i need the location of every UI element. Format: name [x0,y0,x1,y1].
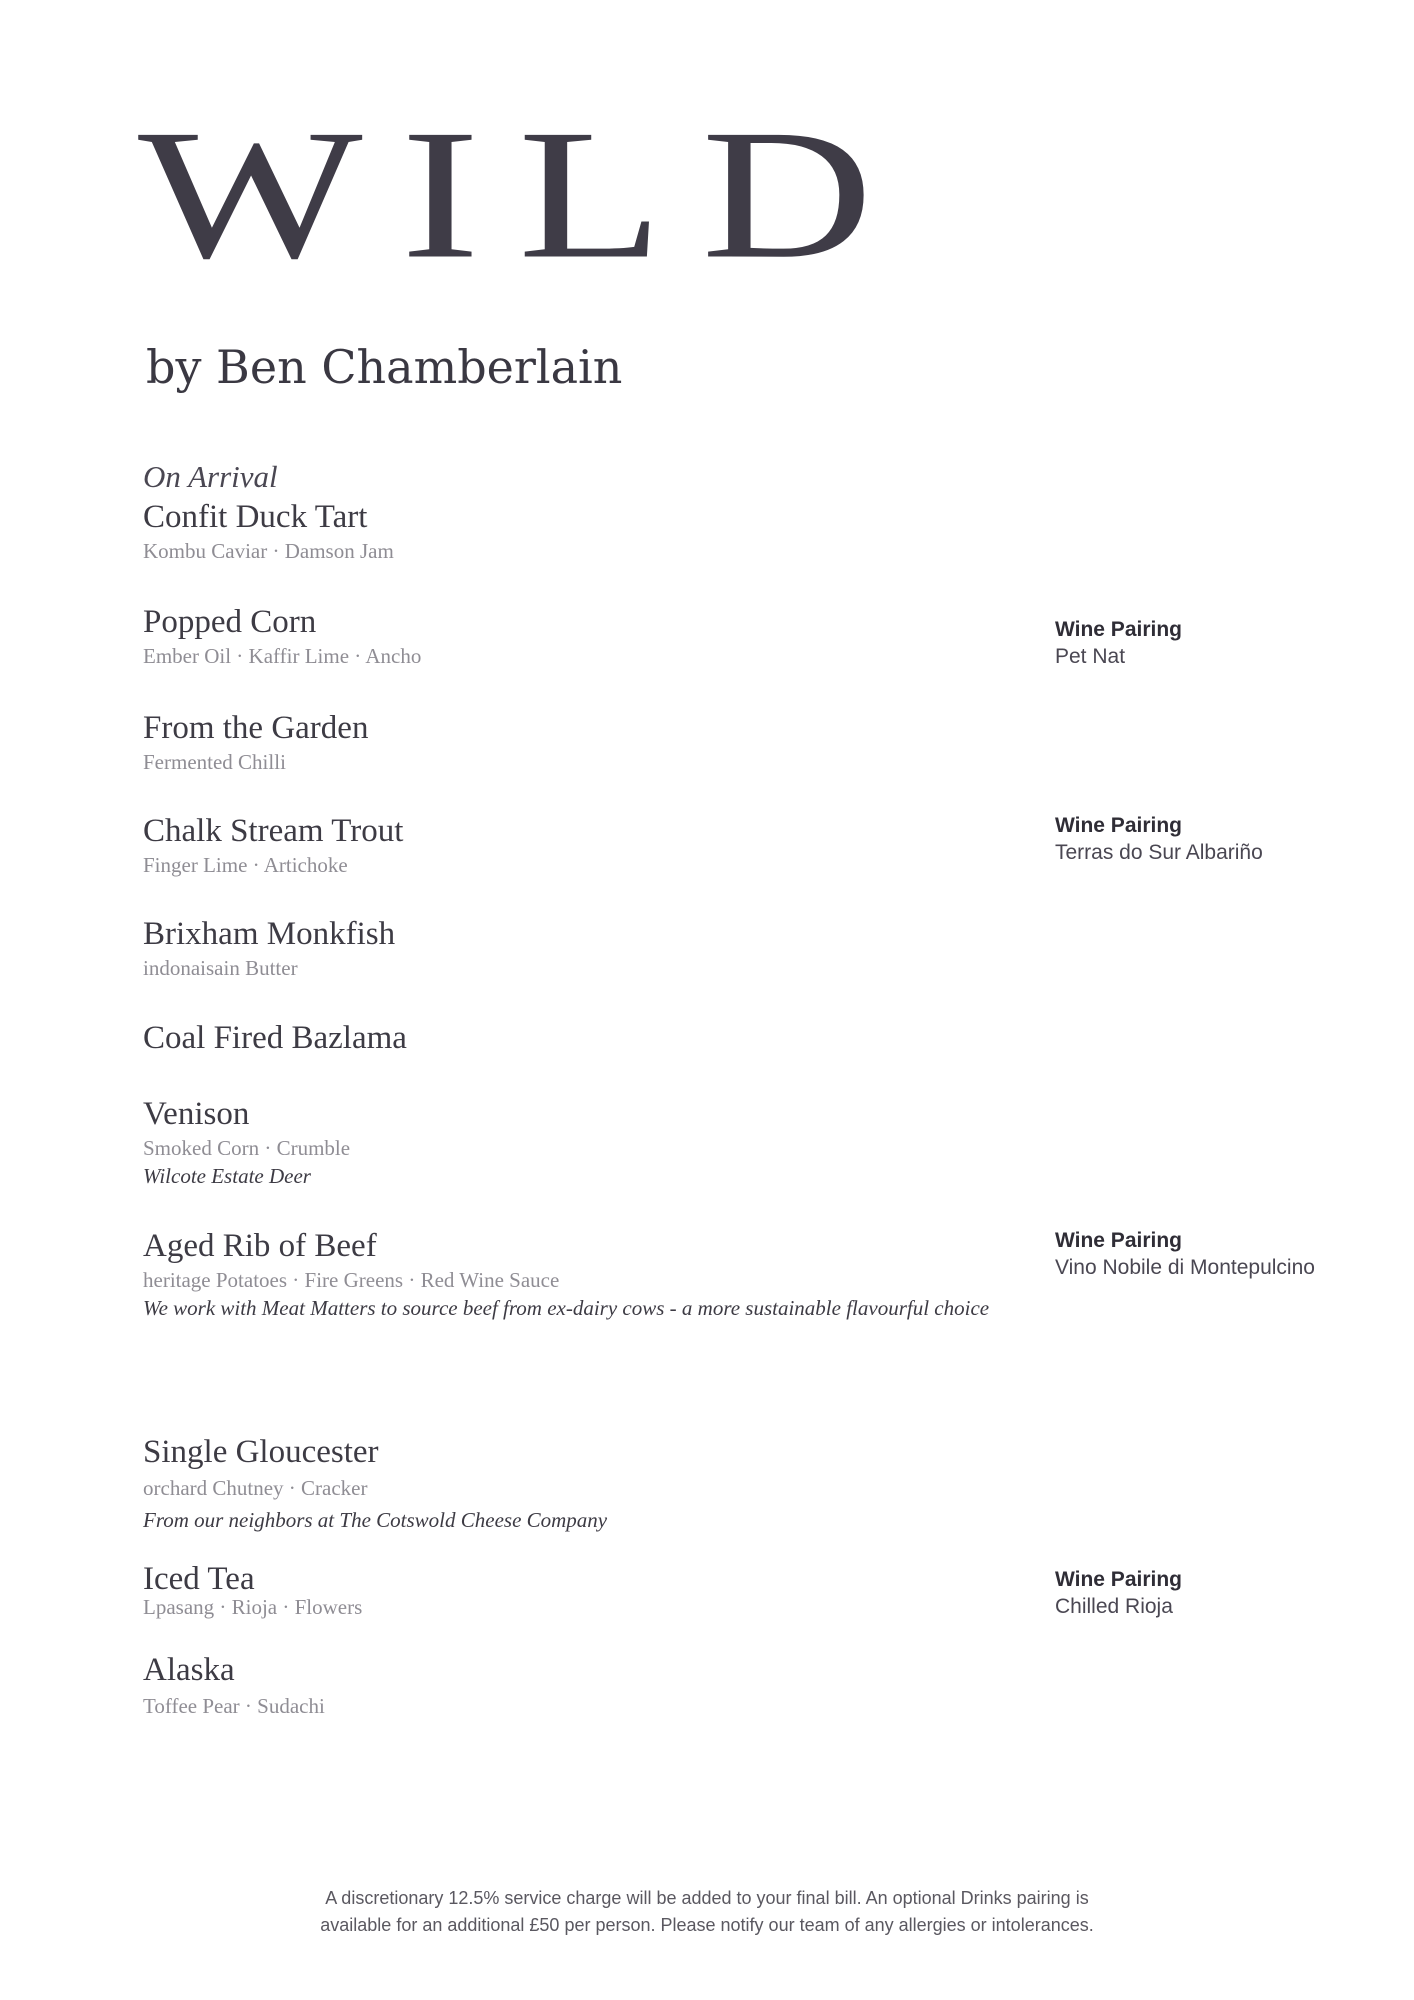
dish-note: We work with Meat Matters to source beef from ex-dairy cows - a more sustainable flavourful choice [143,1296,990,1320]
dish-name: Aged Rib of Beef [143,1228,377,1264]
dish-brixham-monkfish [143,914,395,982]
wine-pairing-label: Wine Pairing [1055,1229,1182,1252]
dish-note: Wilcote Estate Deer [143,1164,311,1188]
dish-description: Toffee Pear · Sudachi [143,1694,325,1718]
dish-name: Venison [143,1096,250,1132]
wine-pairing-pet-nat [1055,617,1182,671]
wine-pairing-chilled-rioja [1055,1567,1182,1621]
wine-pairing-name: Vino Nobile di Montepulcino [1055,1256,1315,1279]
dish-name: Chalk Stream Trout [143,813,404,849]
footer-line-2: available for an additional £50 per person. Please notify our team of any allergies or intolerances. [320,1915,1094,1935]
dish-popped-corn [143,602,421,670]
wine-pairing-label: Wine Pairing [1055,618,1182,641]
dish-alaska [143,1650,325,1720]
dish-name: Confit Duck Tart [143,499,368,535]
dish-name: From the Garden [143,710,369,746]
dish-aged-rib-of-beef [143,1226,989,1322]
dish-description: Lpasang · Rioja · Flowers [143,1595,363,1619]
dish-description: indonaisain Butter [143,956,298,980]
dish-from-the-garden [143,708,368,776]
dish-description: Finger Lime · Artichoke [143,853,348,877]
dish-coal-fired-bazlama [143,1018,407,1058]
chef-subtitle: by Ben Chamberlain [146,340,623,394]
service-charge-note [0,1885,1414,1939]
dish-name: Popped Corn [143,604,317,640]
dish-note: From our neighbors at The Cotswold Cheese Company [143,1508,608,1532]
dish-description: Fermented Chilli [143,750,286,774]
dish-description: Smoked Corn · Crumble [143,1136,351,1160]
footer-line-1: A discretionary 12.5% service charge will be added to your final bill. An optional Drinks pairing is [325,1888,1089,1908]
dish-description: orchard Chutney · Cracker [143,1476,368,1500]
dish-single-gloucester [143,1432,607,1534]
dish-description: heritage Potatoes · Fire Greens · Red Wine Sauce [143,1268,560,1292]
dish-iced-tea [143,1559,362,1621]
wine-pairing-name: Chilled Rioja [1055,1595,1173,1618]
dish-chalk-stream-trout [143,811,403,879]
wine-pairing-label: Wine Pairing [1055,1568,1182,1591]
dish-name: Single Gloucester [143,1434,379,1470]
dish-name: Alaska [143,1652,235,1688]
dish-description: Kombu Caviar · Damson Jam [143,539,394,563]
dish-description: Ember Oil · Kaffir Lime · Ancho [143,644,422,668]
dish-name: Coal Fired Bazlama [143,1020,407,1056]
dish-name: Iced Tea [143,1561,255,1597]
wine-pairing-name: Pet Nat [1055,645,1126,668]
dish-name: Brixham Monkfish [143,916,396,952]
wine-pairing-name: Terras do Sur Albariño [1055,841,1263,864]
dish-venison [143,1094,350,1190]
wine-pairing-label: Wine Pairing [1055,814,1182,837]
wine-pairing-montepulcino [1055,1228,1315,1282]
dish-confit-duck-tart [143,457,394,565]
wine-pairing-albarino [1055,813,1263,867]
restaurant-logo: WILD [138,91,912,297]
section-label-on-arrival: On Arrival [143,459,278,494]
